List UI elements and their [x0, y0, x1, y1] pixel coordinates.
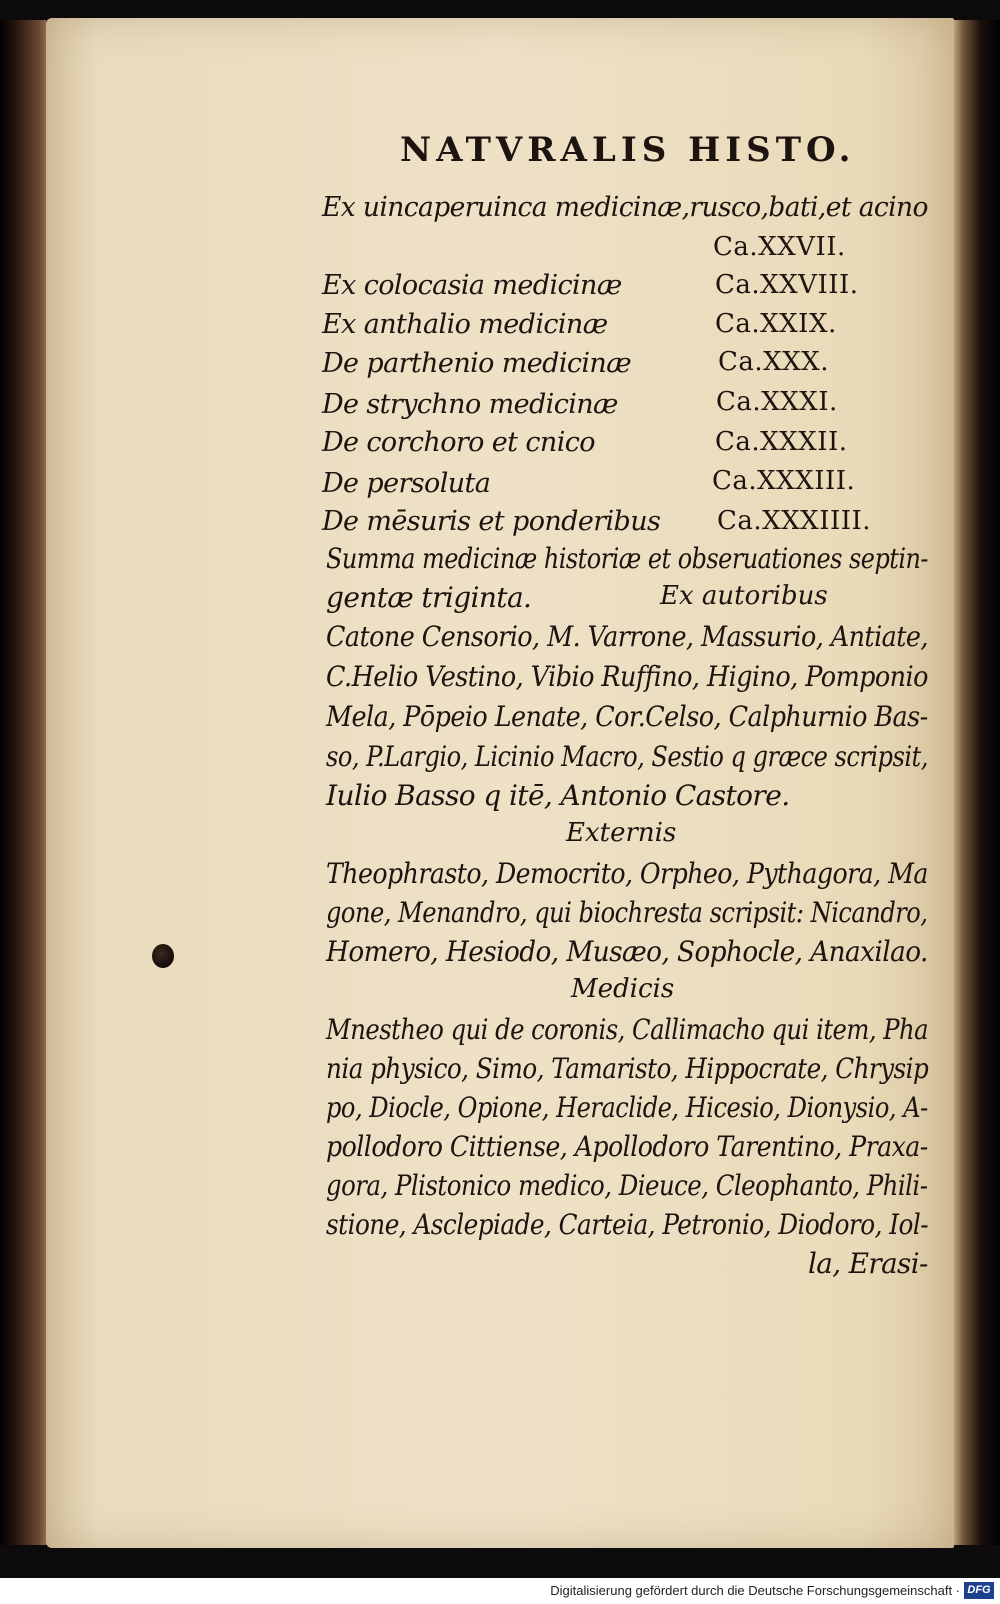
summa-line: Summa medicinæ historiæ et obseruationes septin- — [326, 542, 929, 575]
medicis-line: gora, Plistonico medico, Dieuce, Cleophanto, Phili- — [326, 1169, 928, 1202]
section-heading-externis: Externis — [566, 818, 677, 848]
toc-entry-chapter: Ca.XXX. — [718, 347, 829, 377]
book-cover-left-edge — [0, 0, 46, 1578]
footer-credit-text: Digitalisierung gefördert durch die Deutsche Forschungsgemeinschaft · — [550, 1583, 960, 1598]
section-heading-autoribus: Ex autoribus — [660, 581, 828, 611]
toc-entry-title: De parthenio medicinæ — [322, 348, 632, 379]
toc-entry-title: Ex colocasia medicinæ — [322, 270, 622, 301]
dfg-logo: DFG — [964, 1582, 994, 1599]
autores-line: Catone Censorio, M. Varrone, Massurio, Antiate, — [326, 620, 928, 653]
toc-entry-chapter: Ca.XXXII. — [715, 427, 848, 457]
toc-entry-title: De corchoro et cnico — [322, 427, 595, 458]
medicis-line: Mnestheo qui de coronis, Callimacho qui item, Pha — [326, 1013, 929, 1046]
medicis-line: pollodoro Cittiense, Apollodoro Tarentino, Praxa- — [326, 1130, 928, 1163]
section-heading-medicis: Medicis — [571, 974, 675, 1004]
toc-entry-chapter: Ca.XXIX. — [715, 309, 837, 339]
toc-entry-title: De mēsuris et ponderibus — [322, 506, 661, 537]
medicis-line: stione, Asclepiade, Carteia, Petronio, Diodoro, Iol- — [326, 1208, 929, 1241]
medicis-line: po, Diocle, Opione, Heraclide, Hicesio, Dionysio, A- — [326, 1091, 928, 1124]
autores-line: Mela, Pōpeio Lenate, Cor.Celso, Calphurnio Bas- — [326, 700, 928, 733]
externis-line: gone, Menandro, qui biochresta scripsit: Nicandro, — [326, 896, 928, 929]
book-cover-right-edge — [952, 0, 1000, 1578]
medicis-line: la, Erasi- — [808, 1247, 928, 1280]
toc-entry-chapter: Ca.XXVIII. — [715, 270, 859, 300]
externis-line: Theophrasto, Democrito, Orpheo, Pythagora, Ma — [326, 857, 928, 890]
autores-line: C.Helio Vestino, Vibio Ruffino, Higino, Pomponio — [326, 660, 928, 693]
externis-line: Homero, Hesiodo, Musæo, Sophocle, Anaxilao. — [326, 935, 928, 968]
running-head: NATVRALIS HISTO. — [400, 130, 856, 170]
book-cover-top-edge — [0, 0, 1000, 20]
toc-entry-chapter: Ca.XXXIIII. — [717, 506, 872, 536]
book-cover-bottom-edge — [0, 1545, 1000, 1578]
medicis-line: nia physico, Simo, Tamaristo, Hippocrate, Chrysip — [326, 1052, 929, 1085]
toc-entry-title: De persoluta — [322, 468, 491, 499]
autores-line: Iulio Basso q itē, Antonio Castore. — [326, 779, 790, 812]
toc-entry-title: Ex uincaperuinca medicinæ,rusco,bati,et acino — [322, 192, 928, 223]
summa-line: gentæ triginta. — [326, 581, 532, 614]
toc-entry-chapter: Ca.XXXI. — [716, 387, 838, 417]
toc-entry-title: De strychno medicinæ — [322, 389, 618, 420]
toc-entry-title: Ex anthalio medicinæ — [322, 309, 608, 340]
toc-entry-chapter: Ca.XXXIII. — [712, 466, 856, 496]
toc-entry-chapter: Ca.XXVII. — [713, 232, 846, 262]
ink-blot — [152, 944, 174, 968]
autores-line: so, P.Largio, Licinio Macro, Sestio q græce scripsit, — [326, 740, 928, 773]
digitization-footer — [0, 1578, 1000, 1604]
